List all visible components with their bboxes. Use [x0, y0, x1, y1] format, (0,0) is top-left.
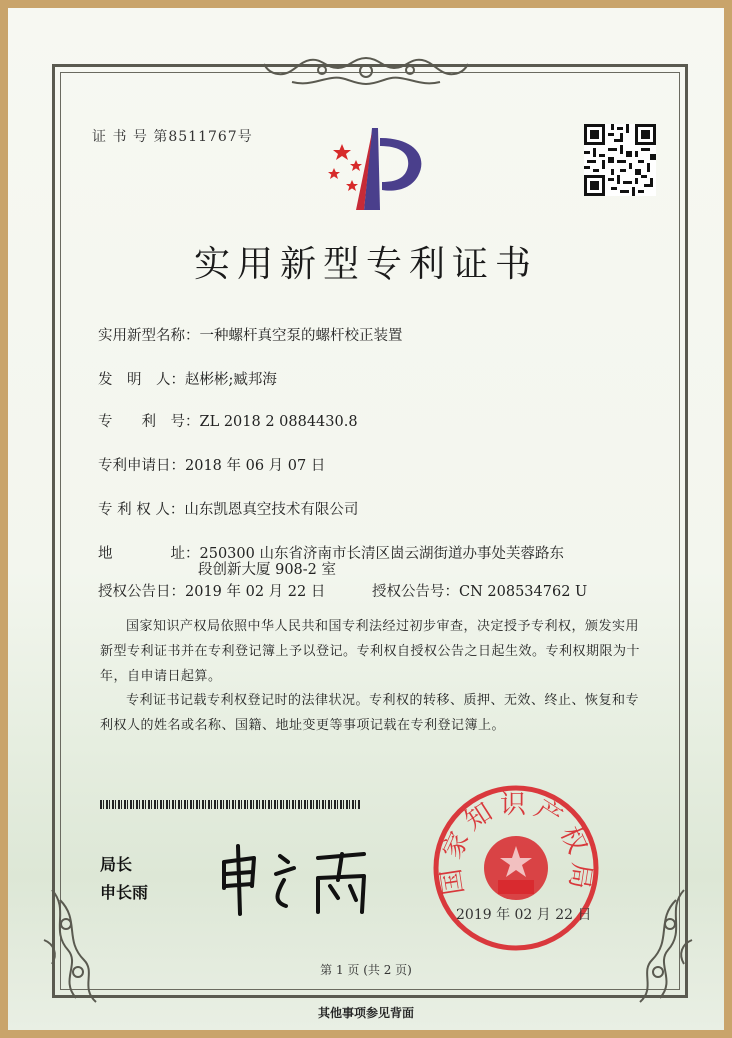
field-label: 实用新型名称：	[98, 328, 200, 344]
legal-status-paragraph: 专利证书记载专利权登记时的法律状况。专利权的转移、质押、无效、终止、恢复和专利权人的姓名或名称、国籍、地址变更等事项记载在专利登记簿上。	[100, 693, 640, 733]
field-value: 2018 年 06 月 07 日	[185, 458, 326, 474]
field-value: 山东凯恩真空技术有限公司	[184, 502, 359, 518]
field-label: 专利申请日：	[98, 458, 185, 474]
field-utility-model-name	[98, 324, 403, 345]
field-label: 专 利 权 人：	[98, 502, 185, 518]
field-value: 2019 年 02 月 22 日	[185, 584, 326, 600]
grant-statement-paragraph: 国家知识产权局依照中华人民共和国专利法经过初步审查，决定授予专利权，颁发实用新型专利证书并在专利登记簿上予以登记。专利权自授权公告之日起生效。专利权期限为十年，自申请日起算。	[100, 619, 641, 684]
field-value: 250300 山东省济南市长清区崮云湖街道办事处芙蓉路东	[199, 546, 564, 562]
field-value: CN 208534762 U	[459, 584, 588, 600]
qr-code-icon	[584, 124, 656, 196]
certificate-number: 证 书 号 第8511767号	[92, 129, 253, 145]
field-application-date	[98, 454, 325, 475]
field-patentee	[98, 498, 358, 519]
field-value: ZL 2018 2 0884430.8	[199, 414, 358, 430]
field-label: 授权公告号：	[372, 584, 459, 600]
announcement-number	[372, 580, 587, 601]
field-address-line2: 段创新大厦 908-2 室	[198, 562, 337, 578]
field-inventors	[98, 368, 277, 389]
certificate-title: 实用新型专利证书	[193, 244, 538, 285]
field-label: 授权公告日：	[98, 584, 185, 600]
seal-date: 2019 年 02 月 22 日	[456, 907, 592, 923]
director-title: 局长	[100, 855, 133, 874]
footer-note: 其他事项参见背面	[317, 1006, 414, 1020]
barcode	[100, 800, 360, 809]
field-label: 专 利 号：	[98, 414, 200, 430]
seal-text: 国家知识产权局	[435, 790, 597, 897]
field-value: 赵彬彬;臧邦海	[185, 372, 277, 388]
director-name: 申长雨	[100, 883, 149, 902]
field-label: 发 明 人：	[98, 372, 185, 388]
page-number: 第 1 页 (共 2 页)	[320, 963, 412, 977]
director-signature	[214, 840, 384, 920]
top-ornament-icon	[262, 54, 470, 88]
announcement-date	[98, 580, 325, 601]
field-value: 一种螺杆真空泵的螺杆校正装置	[199, 328, 403, 344]
bottom-right-corner-ornament-icon	[616, 880, 696, 1010]
official-seal-stamp	[432, 784, 600, 952]
patent-office-logo-icon	[318, 124, 430, 214]
field-label: 地 址：	[98, 546, 200, 562]
field-patent-number	[98, 410, 358, 431]
